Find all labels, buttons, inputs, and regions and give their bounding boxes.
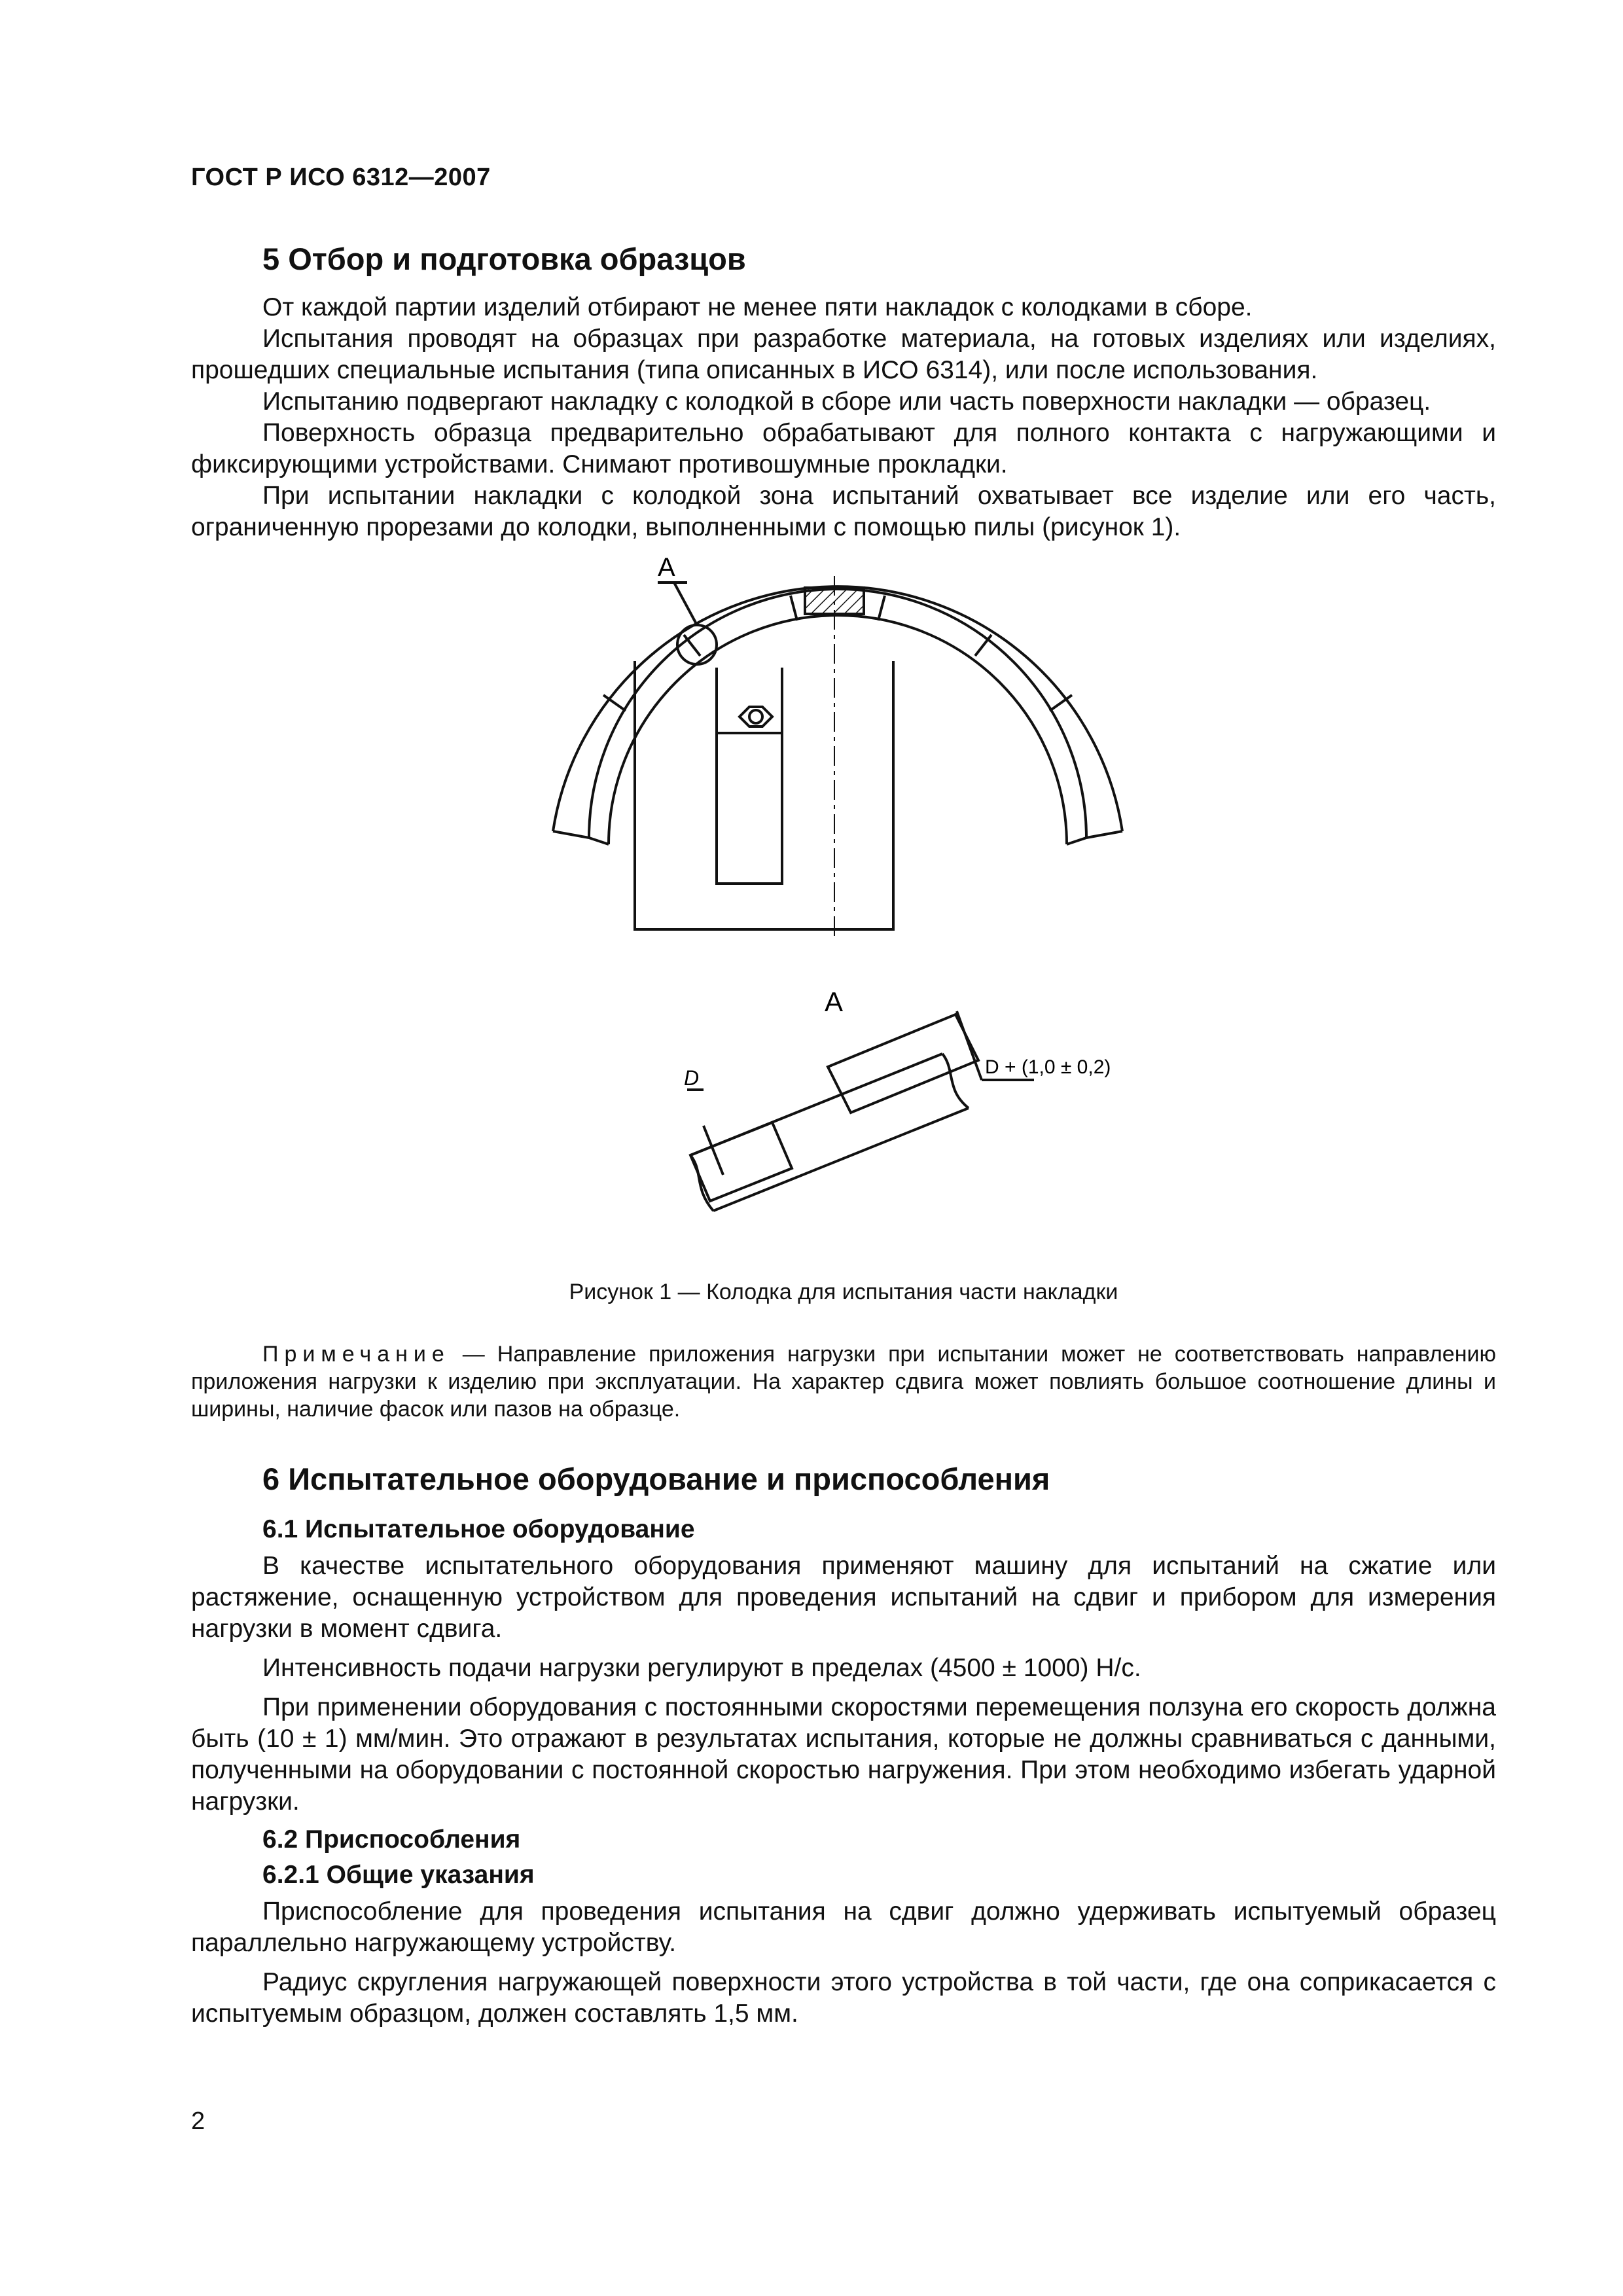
note-prefix: Примечание [262, 1342, 450, 1367]
shoe-edge-bottom [713, 1108, 969, 1211]
paragraph: От каждой партии изделий отбирают не менее пяти накладок с колодками в сборе. [262, 293, 1253, 321]
paragraph: Испытанию подвергают накладку с колодкой в сборе или часть поверхности накладки — образец. [262, 387, 1431, 416]
paragraph: Испытания проводят на образцах при разработке материала, на готовых изделиях или изделиях, прошедших специальные испытания (типа описанных в ИСО 6314), или после использования. [191, 325, 1496, 384]
saw-cut [878, 596, 885, 620]
detail-view [687, 1011, 1034, 1211]
figure-caption: Рисунок 1 — Колодка для испытания части накладки [569, 1280, 1118, 1304]
bolt-icon [749, 710, 762, 723]
subsection-6-1-title: 6.1 Испытательное оборудование [262, 1515, 695, 1543]
dimension-line-d [704, 1126, 723, 1175]
label-a-detail: А [825, 986, 844, 1017]
section-6-title: 6 Испытательное оборудование и приспособления [262, 1462, 1050, 1496]
lining-end-left [553, 831, 589, 838]
page-number: 2 [191, 2108, 205, 2135]
subsection-6-2-title: 6.2 Приспособления [262, 1825, 521, 1854]
paragraph: Интенсивность подачи нагрузки регулируют в пределах (4500 ± 1000) Н/с. [262, 1654, 1141, 1682]
subsection-6-2-1-title: 6.2.1 Общие указания [262, 1861, 535, 1889]
fixture-inner-outline [717, 668, 782, 884]
fixture-outer-outline [635, 661, 893, 929]
section-6-body [191, 1515, 1496, 2037]
lining-inner-arc [589, 589, 1086, 838]
leader-line [674, 583, 697, 625]
lining-outer-arc [553, 586, 1122, 831]
saw-cut [791, 596, 797, 620]
document-header: ГОСТ Р ИСО 6312—2007 [191, 164, 491, 191]
lining-end-right [1086, 831, 1122, 838]
section-5-title: 5 Отбор и подготовка образцов [262, 242, 746, 276]
label-d-offset: D + (1,0 ± 0,2) [985, 1056, 1111, 1078]
paragraph: В качестве испытательного оборудования применяют машину для испытаний на сжатие или растяжение, оснащенную устройством для проведения испытаний на сдвиг и прибором для измерения нагрузки в момент сдвига. [191, 1552, 1496, 1643]
shoe-end-left [589, 838, 609, 844]
paragraph: При испытании накладки с колодкой зона испытаний охватывает все изделие или его часть, ограниченную прорезами до колодки, выполненными с помощью пилы (рисунок 1). [191, 482, 1496, 541]
detail-circle [677, 625, 717, 664]
pad-right [828, 1014, 978, 1113]
break-line-right [942, 1054, 969, 1108]
figure-1-drawing [524, 556, 1152, 1257]
note-text: — Направление приложения нагрузки при испытании может не соответствовать направлению приложения нагрузки к изделию при эксплуатации. На характер сдвига может повлиять большое соотношение длины и ширины, наличие фасок или пазов на образце. [191, 1342, 1496, 1422]
paragraph: Радиус скругления нагружающей поверхности этого устройства в той части, где она соприкасается с испытуемым образцом, должен составлять 1,5 мм. [191, 1968, 1496, 2028]
note [191, 1340, 1496, 1423]
paragraph: Приспособление для проведения испытания на сдвиг должно удерживать испытуемый образец параллельно нагружающему устройству. [191, 1897, 1496, 1957]
shoe-end-right [1067, 838, 1086, 844]
label-d: D [684, 1066, 700, 1090]
dimension-line-d-offset [957, 1011, 982, 1080]
label-a-top: А [658, 556, 675, 582]
section-5-body [191, 292, 1496, 543]
figure-1 [524, 556, 1152, 1257]
saw-cut [975, 635, 991, 656]
paragraph: Поверхность образца предварительно обрабатывают для полного контакта с нагружающими и фиксирующими устройствами. Снимают противошумные прокладки. [191, 419, 1496, 478]
saw-cut [684, 635, 700, 656]
paragraph: При применении оборудования с постоянными скоростями перемещения ползуна его скорость должна быть (10 ± 1) мм/мин. Это отражают в результатах испытания, которые не должны сравниваться с данными, полученными на оборудовании с постоянной скоростью нагружения. При этом необходимо избегать ударной нагрузки. [191, 1693, 1496, 1816]
